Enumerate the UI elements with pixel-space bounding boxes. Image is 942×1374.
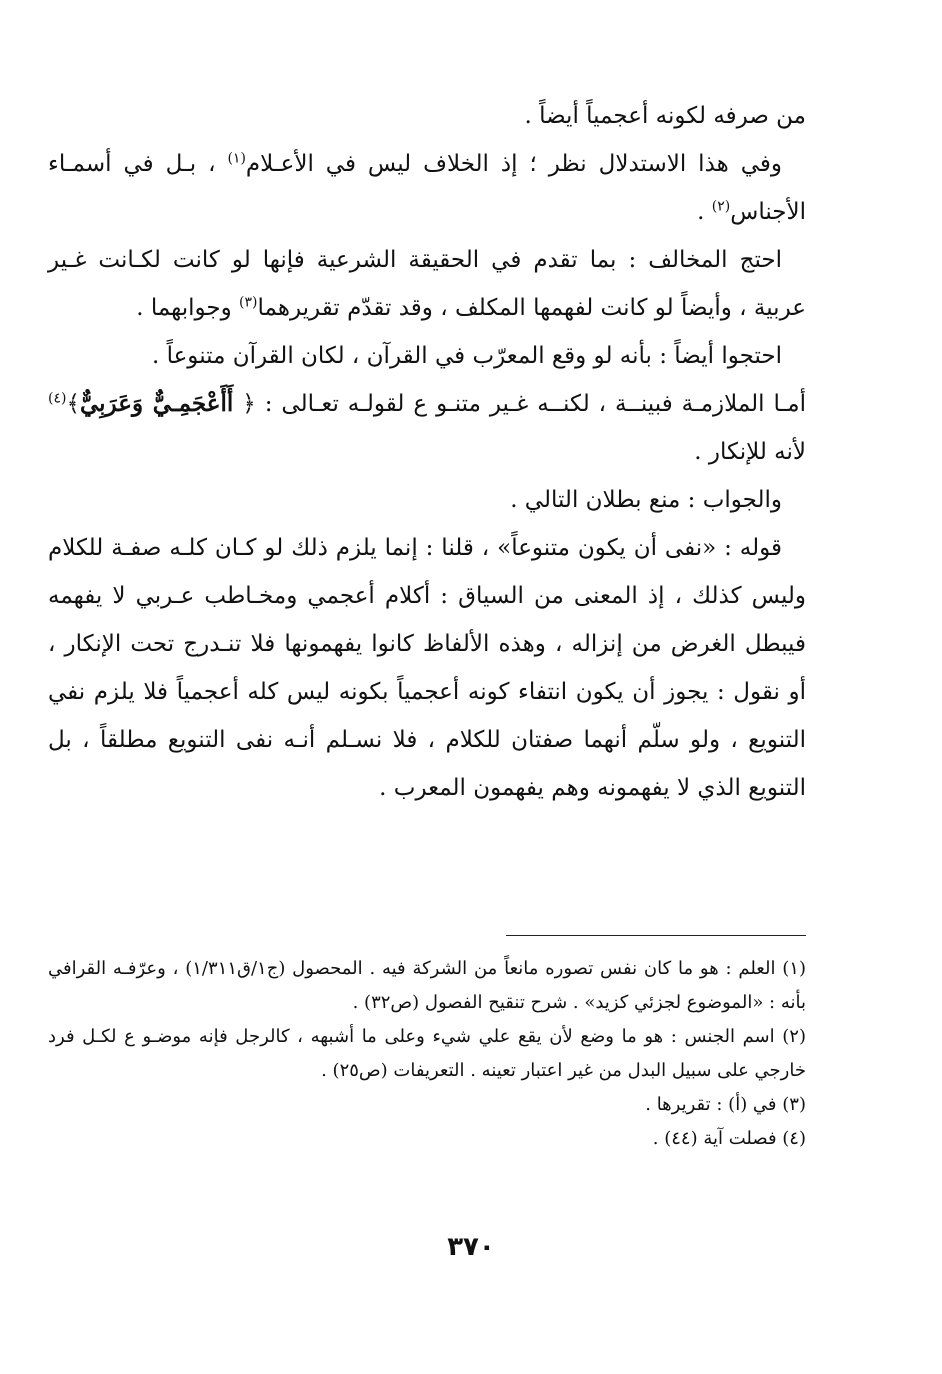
paragraph-6-text: والجواب : منع بطلان التالي . [510,487,782,513]
paragraph-5-text-c: لأنه للإنكار . [694,439,806,465]
footnote-1: (١) العلم : هو ما كان نفس تصوره مانعاً من الشركة فيه . المحصول (ج١/ق١/٣١١) ، وعرّفـه القرافي بأنه : «الموضوع لجزئي كزيد» . شرح تنقيح الفصول (ص٣٢) . [48,958,806,1013]
footnote-ref-2[interactable]: (٢) [711,198,731,215]
paragraph-second-argument [48,332,806,380]
paragraph-2-text-c: . [697,199,712,225]
paragraph-5-text-a: أمـا الملازمـة فبينــة ، لكنــه غـير متنـو ع لقولـه تعـالى : ﴿ [233,391,806,417]
paragraph-2-text-a: وفي هذا الاستدلال نظر ؛ إذ الخلاف ليس في الأعـلام [245,151,782,177]
paragraph-2-text-b: ، بـل في أسمـاء الأجناس [48,151,806,225]
footnote-ref-3[interactable]: (٣) [239,294,258,311]
footnotes [48,952,806,1156]
paragraph-objection [48,140,806,236]
paragraph-7-text: قوله : «نفى أن يكون متنوعاً» ، قلنا : إنما يلزم ذلك لو كـان كلـه صفـة للكلام وليس كذلك ، إذ المعنى من السياق : أكلام أعجمي ومخـاطب عـربي لا يفهمه فيبطل الغرض من إنزاله ، وهذه الألفاظ كانوا يفهمونها فلا تنـدرج تحت الإنكار ، أو نقول : يجوز أن يكون انتفاء كونه أعجمياً بكونه ليس كله أعجمياً فلا يلزم نفي التنويع ، ولو سلّم أنهما صفتان للكلام ، فلا نسـلم أنـه نفى التنويع مطلقاً ، بل التنويع الذي لا يفهمونه وهم يفهمون المعرب . [48,535,806,801]
footnote-ref-1[interactable]: (١) [227,150,246,167]
footnote-2: (٢) اسم الجنس : هو ما وضع لأن يقع علي شيء وعلى ما أشبهه ، كالرجل فإنه موضـو ع لكـل فرد خارجي على سبيل البدل من غير اعتبار تعينه . التعريفات (ص٢٥) . [48,1026,806,1081]
quran-verse: أَأَعْجَمِـيٌّ وَعَرَبِيٌّ [79,390,234,417]
page-number: ٣٧٠ [447,1232,495,1262]
main-text [48,92,806,812]
paragraph-quran-citation [48,380,806,476]
paragraph-1-text: من صرفه لكونه أعجمياً أيضاً . [524,103,806,129]
paragraph-opponent-argument [48,236,806,332]
footnote-3: (٣) في (أ) : تقريرها . [645,1094,806,1115]
paragraph-4-text: احتجوا أيضاً : بأنه لو وقع المعرّب في القرآن ، لكان القرآن متنوعاً . [151,343,782,369]
paragraph-answer [48,476,806,524]
paragraph-rebuttal [48,524,806,812]
footnote-divider [506,935,806,936]
quran-bracket-close: ﴾ [66,391,80,417]
paragraph-3-text-a: احتج المخالف : بما تقدم في الحقيقة الشرعية فإنها لو كانت لكـانت غـير عربية ، وأيضاً لو كانت لفهمها المكلف ، وقد تقدّم تقريرهما [48,247,806,321]
paragraph-3-text-b: وجوابهما . [136,295,240,321]
paragraph-continuation [48,92,806,140]
footnote-ref-4[interactable]: (٤) [48,390,67,407]
footnote-4: (٤) فصلت آية (٤٤) . [652,1128,806,1149]
